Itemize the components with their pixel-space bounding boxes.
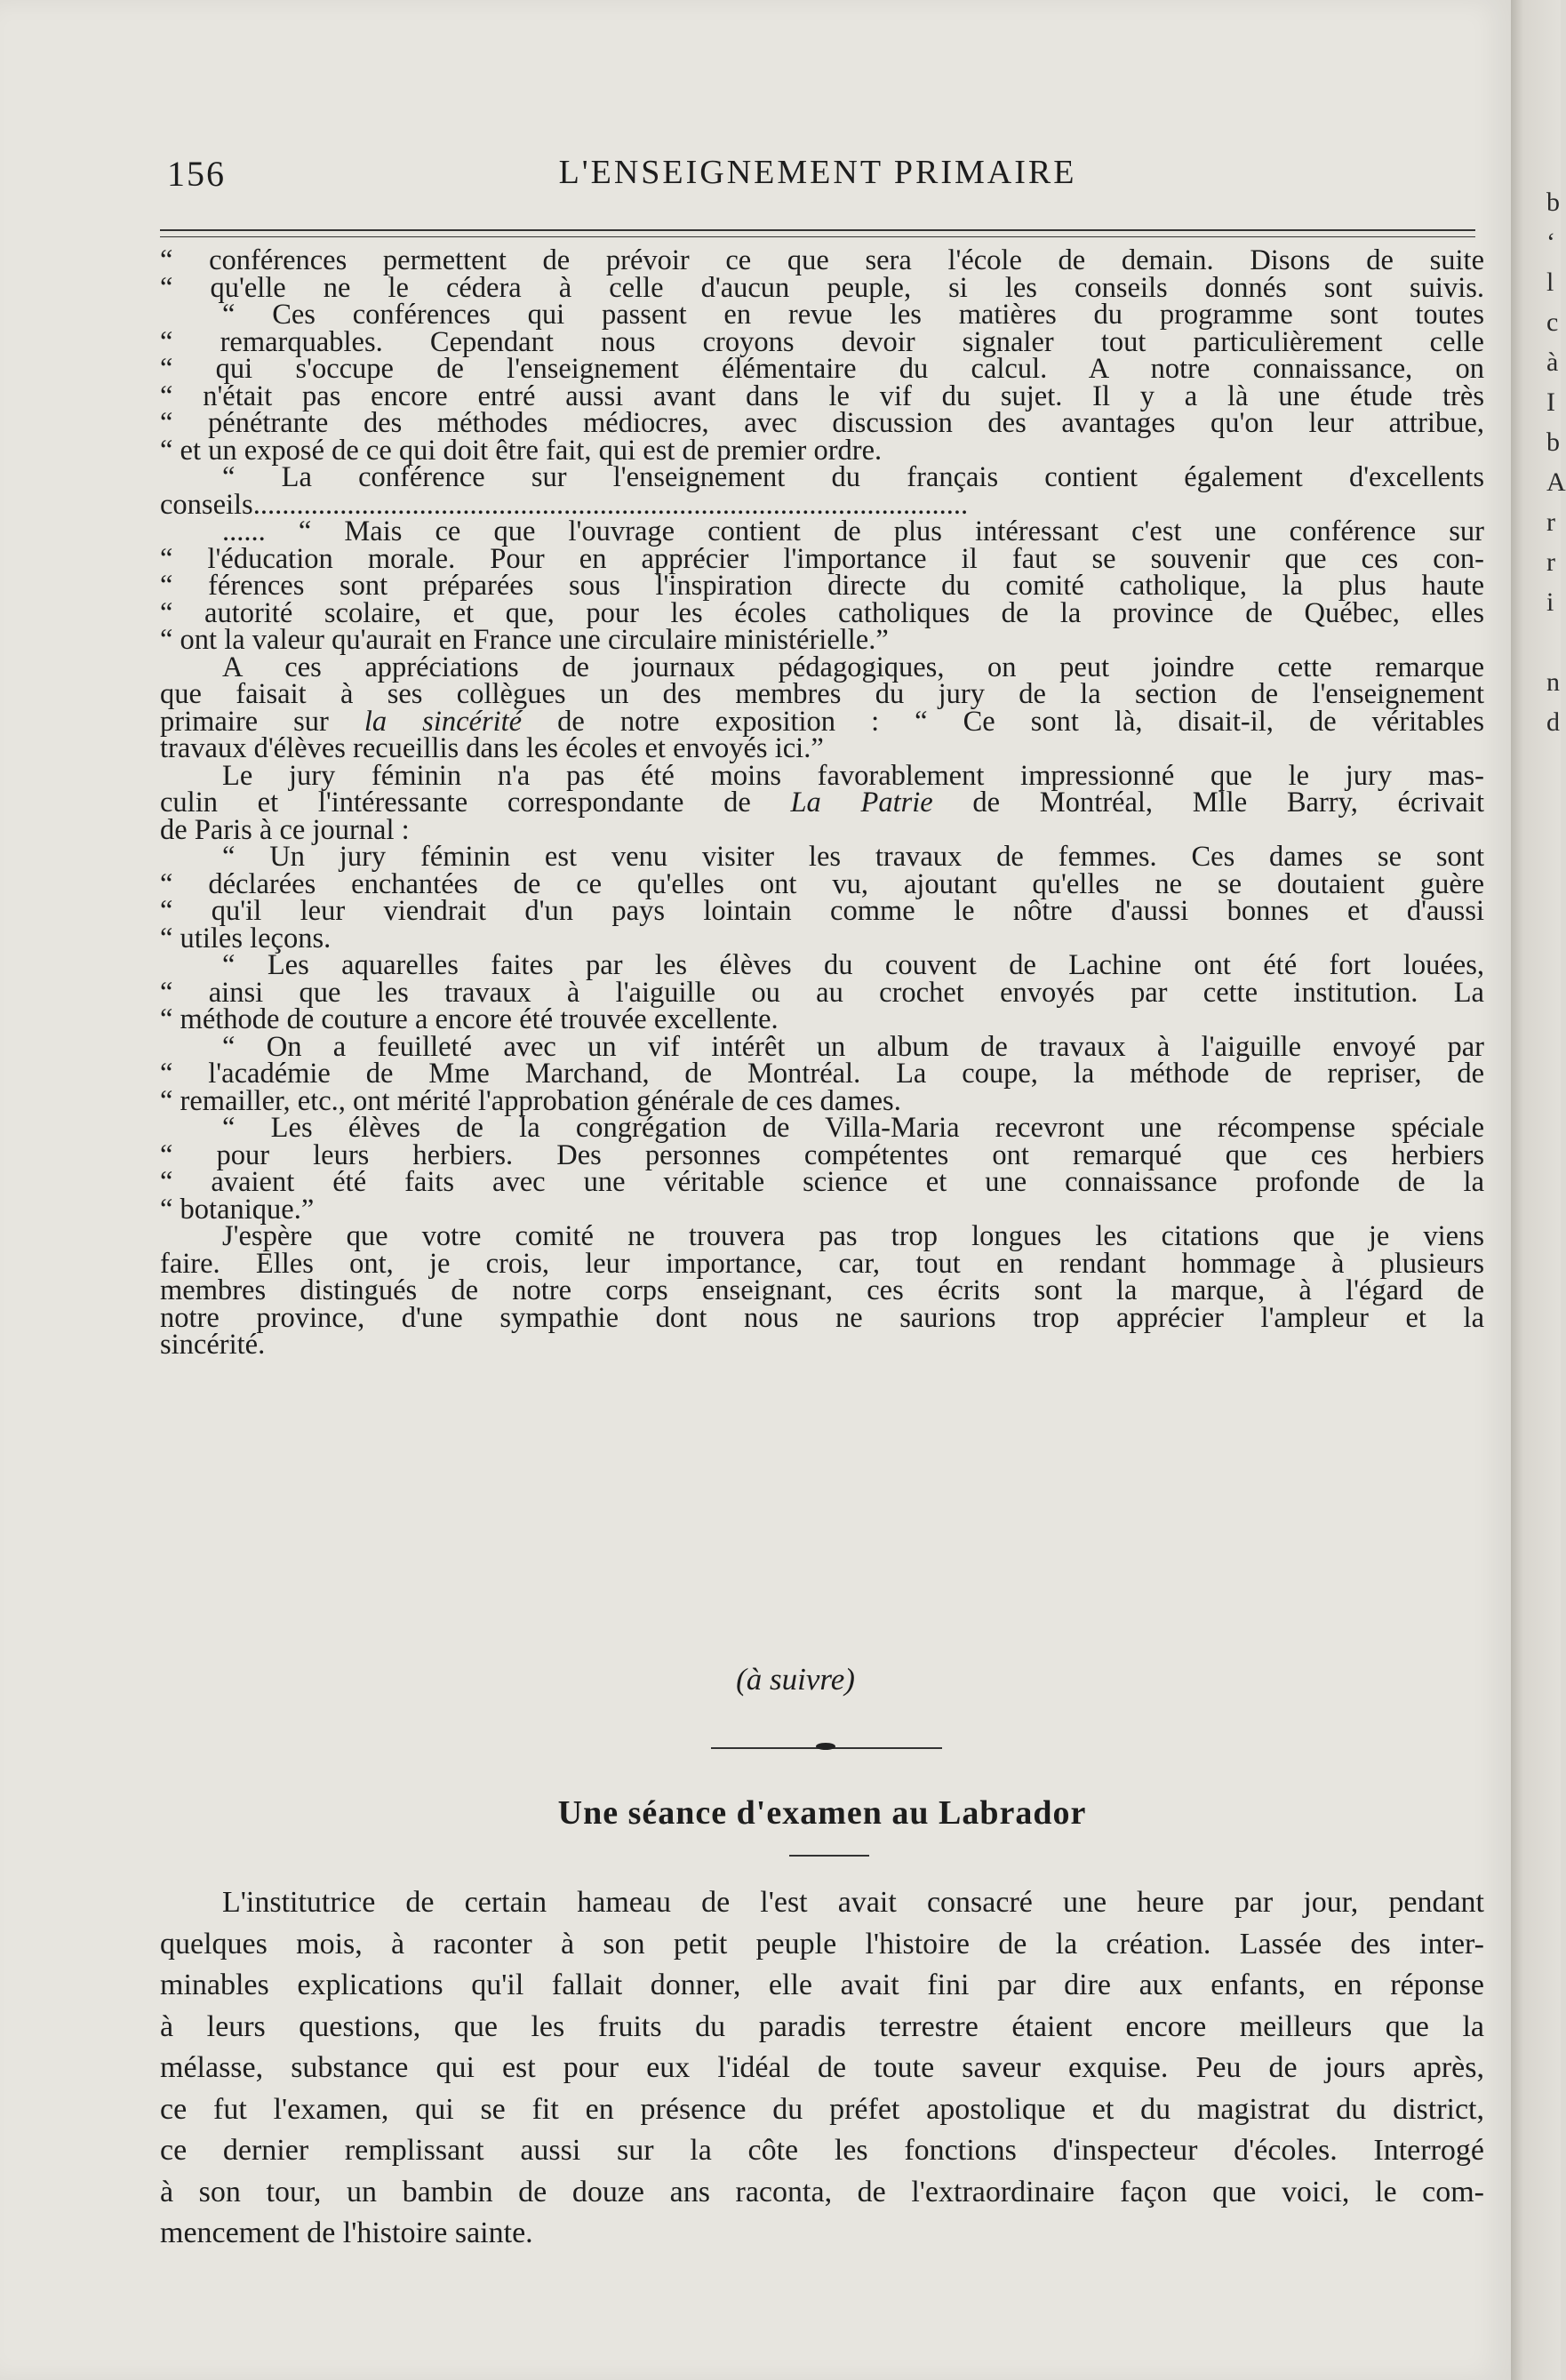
text-line: à leurs questions, que les fruits du paradis terrestre étaient encore meilleurs que la [160, 2009, 1484, 2043]
text-line: “ déclarées enchantées de ce qu'elles ont vu, ajoutant qu'elles ne se doutaient guère [160, 867, 1484, 900]
text-line: primaire sur la sincérité de notre exposition : “ Ce sont là, disait-il, de véritables [160, 705, 1484, 738]
page-header [160, 153, 1475, 206]
text-line: “ l'académie de Mme Marchand, de Montréal. La coupe, la méthode de repriser, de [160, 1058, 1484, 1090]
text-line: mencement de l'histoire sainte. [160, 2216, 533, 2249]
text-line: “ méthode de couture a encore été trouvée excellente. [160, 1003, 779, 1035]
text-line: conseils................................................................................................... [160, 488, 969, 521]
text-line: “ pénétrante des méthodes médiocres, avec discussion des avantages qu'on leur attribue, [160, 407, 1484, 439]
text-line: “ remailler, etc., ont mérité l'approbation générale de ces dames. [160, 1084, 901, 1117]
text-line: “ Un jury féminin est venu visiter les travaux de femmes. Ces dames se sont [222, 841, 1484, 873]
text-line: de Paris à ce journal : [160, 813, 410, 846]
text-line: “ On a feuilleté avec un vif intérêt un album de travaux à l'aiguille envoyé par [222, 1030, 1484, 1063]
section-title: Une séance d'examen au Labrador [557, 1794, 1087, 1832]
text-line: “ et un exposé de ce qui doit être fait, qui est de premier ordre. [160, 434, 883, 467]
text-line: que faisait à ses collègues un des membres du jury de la section de l'enseignement [160, 678, 1484, 710]
facing-page-letters: b ‘ l c à I b A r r i n d [1546, 188, 1566, 737]
italic-title: La Patrie [790, 787, 933, 819]
text-line: ...... “ Mais ce que l'ouvrage contient de plus intéressant c'est une conférence sur [222, 515, 1484, 547]
text-line: membres distingués de notre corps enseignant, ces écrits sont la marque, à l'égard de [160, 1274, 1484, 1306]
text-line: Le jury féminin n'a pas été moins favorablement impressionné que le jury mas- [222, 759, 1484, 792]
text-line: “ Les aquarelles faites par les élèves du couvent de Lachine ont été fort louées, [222, 949, 1484, 981]
text-line: “ n'était pas encore entré aussi avant dans le vif du sujet. Il y a là une étude très [160, 379, 1484, 412]
text-line: sincérité. [160, 1329, 266, 1361]
text-line: “ pour leurs herbiers. Des personnes compétentes ont remarqué que ces herbiers [160, 1138, 1484, 1171]
text-line: “ ainsi que les travaux à l'aiguille ou au crochet envoyés par cette institution. La [160, 976, 1484, 1009]
text-line: ce fut l'examen, qui se fit en présence du préfet apostolique et du magistrat du district, [160, 2092, 1484, 2126]
text-line: “ ont la valeur qu'aurait en France une circulaire ministérielle.” [160, 624, 889, 656]
page-number: 156 [167, 154, 226, 194]
text-line: “ remarquables. Cependant nous croyons devoir signaler tout particulièrement celle [160, 325, 1484, 358]
title-rule [789, 1855, 869, 1857]
text-line: “ qui s'occupe de l'enseignement élémentaire du calcul. A notre connaissance, on [160, 353, 1484, 385]
text-line: “ botanique.” [160, 1193, 315, 1226]
text-line: “ Ces conférences qui passent en revue les matières du programme sont toutes [222, 299, 1484, 331]
header-rule [160, 229, 1475, 237]
text-line: “ utiles leçons. [160, 922, 332, 954]
italic-title: la sincérité [364, 705, 523, 738]
text-line: notre province, d'une sympathie dont nous ne saurions trop apprécier l'ampleur et la [160, 1301, 1484, 1334]
text-line: quelques mois, à raconter à son petit peuple l'histoire de la création. Lassée des inter- [160, 1927, 1484, 1961]
text-line: faire. Elles ont, je crois, leur importance, car, tout en rendant hommage à plusieurs [160, 1247, 1484, 1280]
section-body [160, 1882, 1484, 2255]
text-line: “ autorité scolaire, et que, pour les écoles catholiques de la province de Québec, elles [160, 596, 1484, 629]
running-title: L'ENSEIGNEMENT PRIMAIRE [558, 154, 1077, 191]
text-line: ce dernier remplissant aussi sur la côte les fonctions d'inspecteur d'écoles. Interrogé [160, 2134, 1484, 2167]
text-line: A ces appréciations de journaux pédagogiques, on peut joindre cette remarque [222, 651, 1484, 683]
text-line: “ avaient été faits avec une véritable science et une connaissance profonde de la [160, 1166, 1484, 1198]
text-line: “ férences sont préparées sous l'inspiration directe du comité catholique, la plus haute [160, 570, 1484, 602]
section-divider [711, 1746, 942, 1750]
text-line: “ qu'elle ne le cédera à celle d'aucun peuple, si les conseils donnés sont suivis. [160, 271, 1484, 304]
text-line: culin et l'intéressante correspondante de La Patrie de Montréal, Mlle Barry, écrivait [160, 787, 1484, 819]
text-line: minables explications qu'il fallait donner, elle avait fini par dire aux enfants, en réponse [160, 1969, 1484, 2001]
text-line: mélasse, substance qui est pour eux l'idéal de toute saveur exquise. Peu de jours après, [160, 2051, 1484, 2084]
text-line: “ l'éducation morale. Pour en apprécier l'importance il faut se souvenir que ces con- [160, 542, 1484, 575]
text-line: travaux d'élèves recueillis dans les écoles et envoyés ici.” [160, 732, 824, 764]
text-line: “ qu'il leur viendrait d'un pays lointain comme le nôtre d'aussi bonnes et d'aussi [160, 895, 1484, 927]
text-line: à son tour, un bambin de douze ans raconta, de l'extraordinaire façon que voici, le com- [160, 2175, 1484, 2208]
text-line: “ conférences permettent de prévoir ce que sera l'école de demain. Disons de suite [160, 244, 1484, 276]
text-line: “ Les élèves de la congrégation de Villa-Maria recevront une récompense spéciale [222, 1112, 1484, 1144]
text-line: “ La conférence sur l'enseignement du français contient également d'excellents [222, 461, 1484, 493]
text-line: L'institutrice de certain hameau de l'est avait consacré une heure par jour, pendant [222, 1886, 1484, 1919]
text-line: J'espère que votre comité ne trouvera pas trop longues les citations que je viens [222, 1220, 1484, 1252]
to-be-continued: (à suivre) [736, 1662, 855, 1697]
article-body [160, 244, 1484, 1361]
divider-ornament-icon [816, 1743, 835, 1750]
